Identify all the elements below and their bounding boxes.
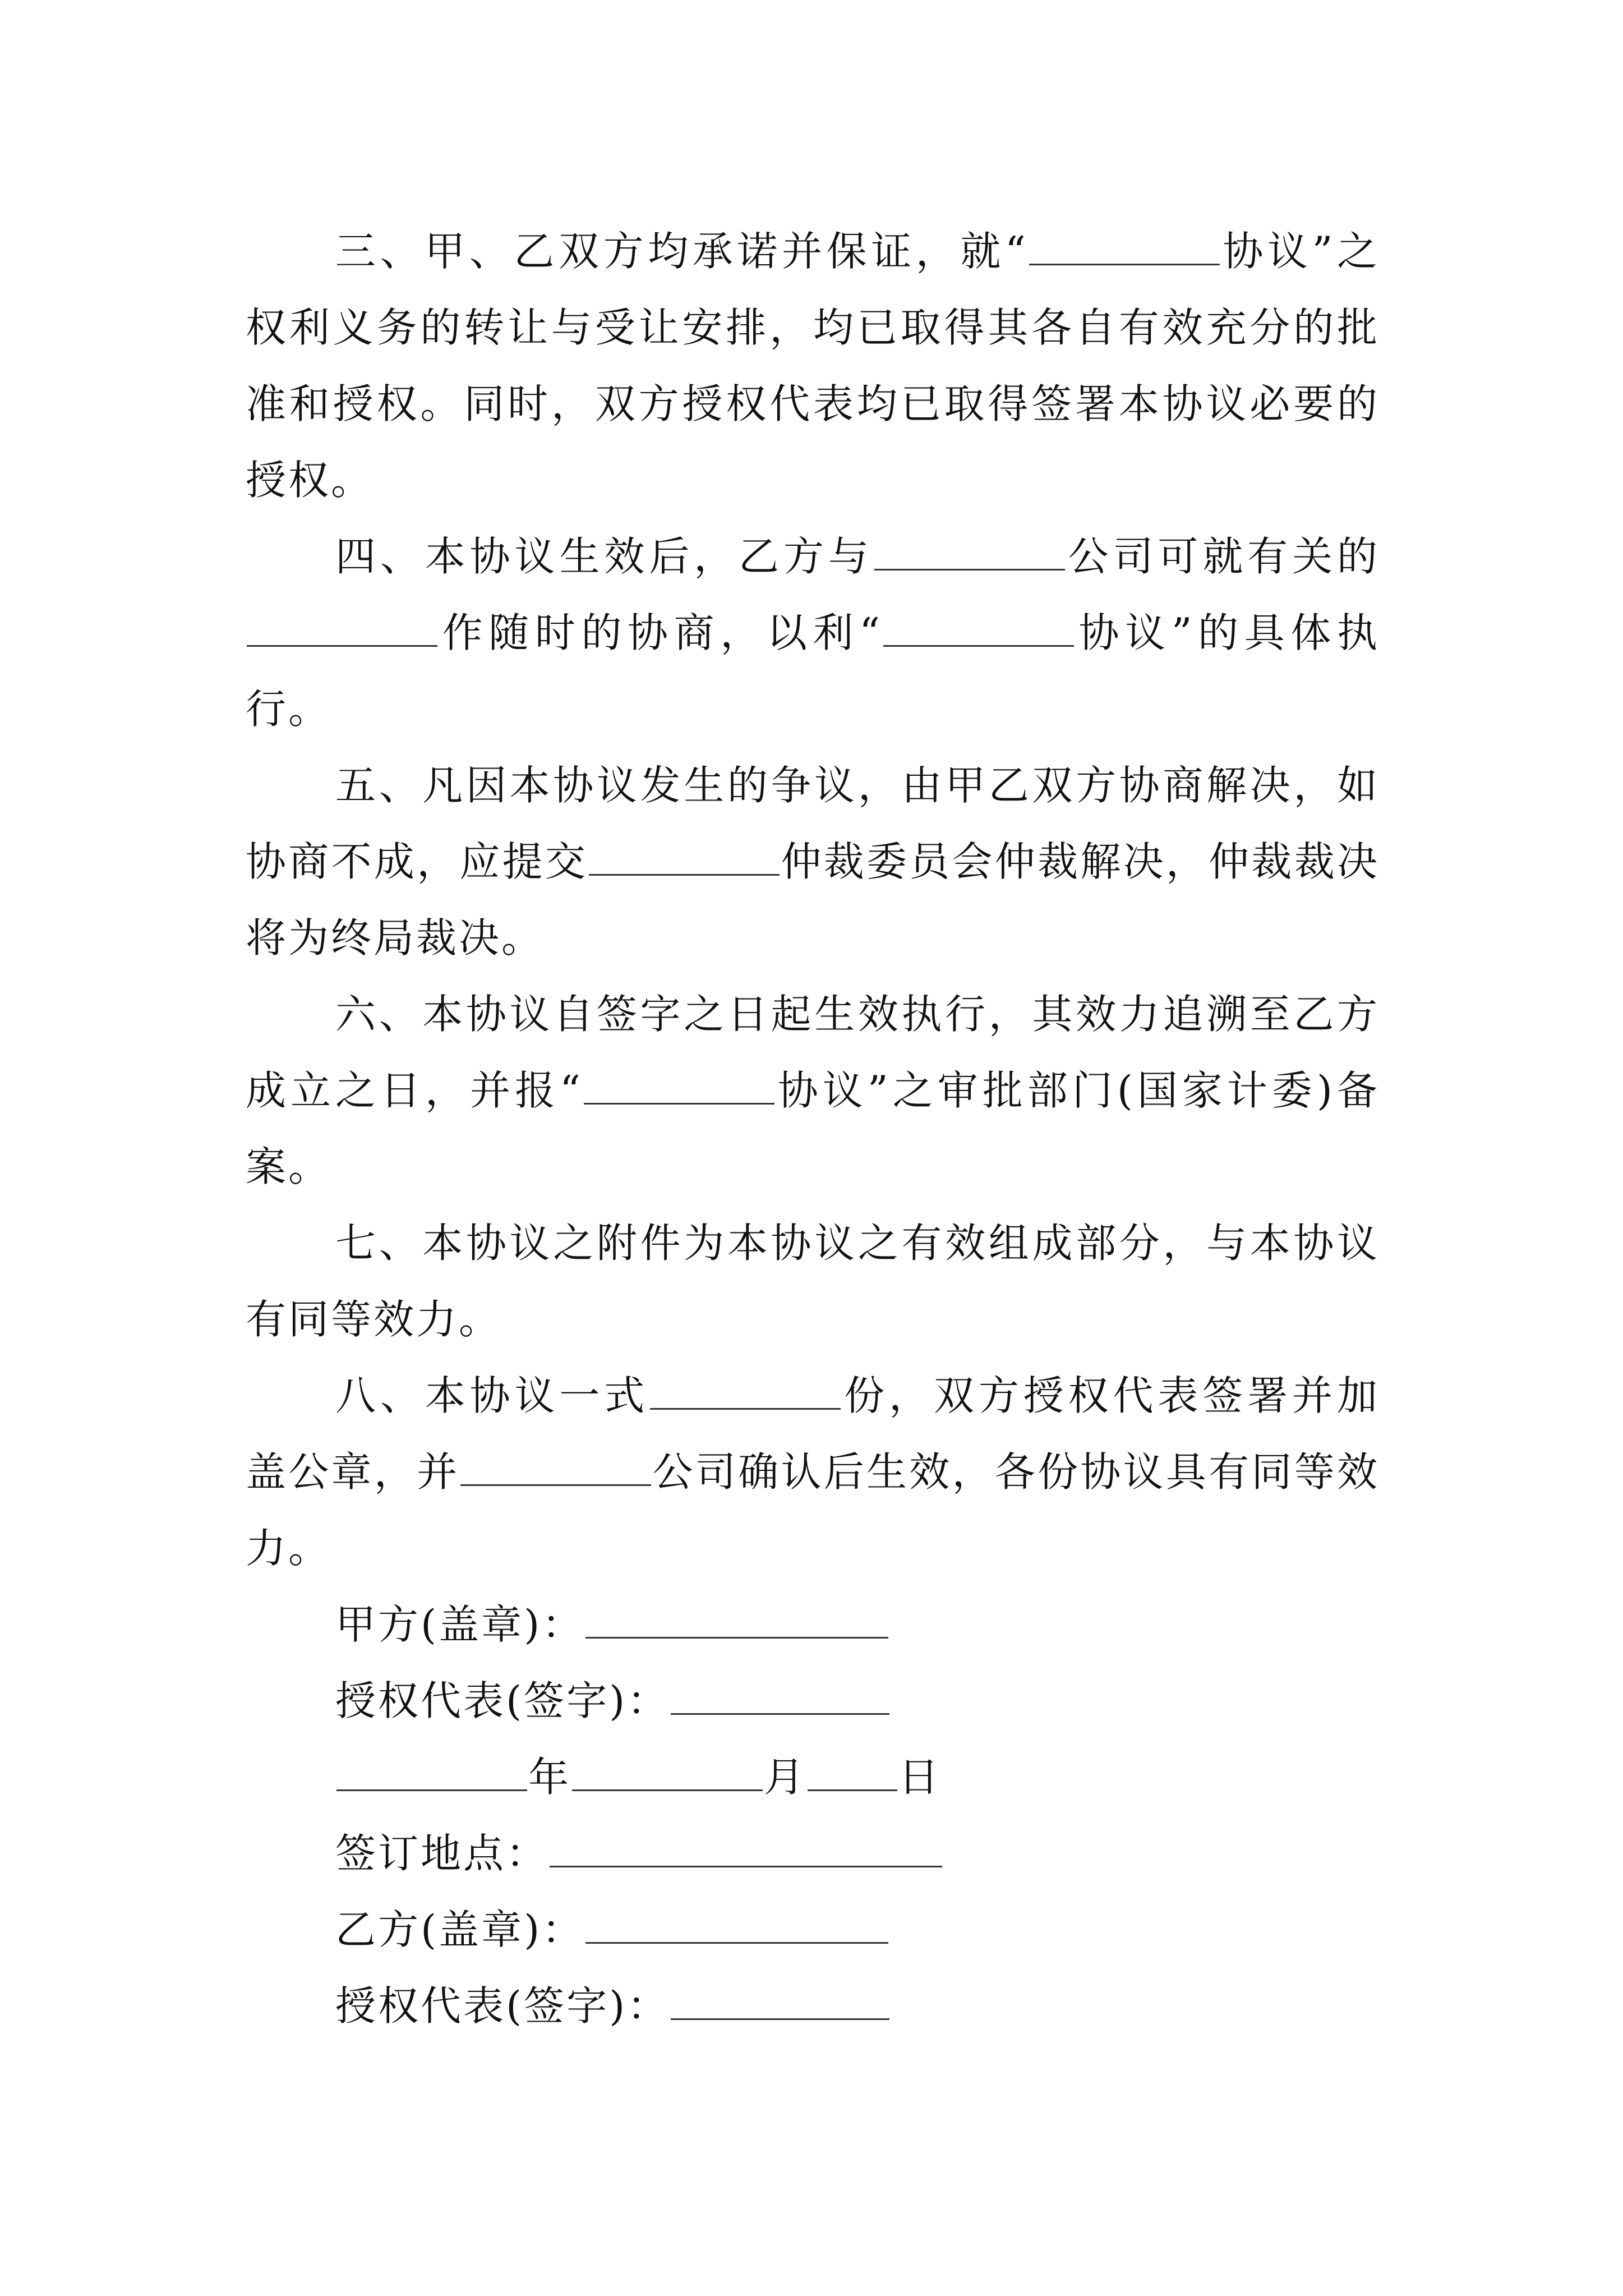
clause-4: [246, 518, 1380, 747]
clause-text: 公司确认后生效，各份协议具有同等效力。: [246, 1448, 1380, 1572]
clause-text: 五、凡因本协议发生的争议，由甲乙双方协商解决，如协商不成，应提交: [246, 762, 1380, 885]
date-line: [246, 1739, 1380, 1815]
fill-in-blank[interactable]: [1029, 230, 1220, 265]
clause-text: 公司可就有关的: [1066, 533, 1380, 580]
year-field[interactable]: [336, 1756, 527, 1791]
rep-label: 授权代表(签字)：: [335, 1677, 670, 1724]
clause-text: 七、本协议之附件为本协议之有效组成部分，与本协议有同等效力。: [246, 1220, 1380, 1343]
clause-text: 六、本协议自签字之日起生效执行，其效力追溯至乙方成立之日，并报“: [246, 991, 1380, 1114]
clause-6: [246, 976, 1380, 1205]
party-a-seal-field[interactable]: [585, 1603, 888, 1639]
month-label: 月: [764, 1754, 807, 1801]
clause-8: [246, 1358, 1380, 1586]
day-field[interactable]: [808, 1756, 897, 1791]
month-field[interactable]: [572, 1756, 763, 1791]
day-label: 日: [898, 1754, 942, 1801]
place-label: 签订地点：: [335, 1830, 549, 1877]
party-b-seal-line: [246, 1892, 1380, 1968]
document-body: [246, 213, 1380, 2044]
clause-text: 仲裁委员会仲裁解决，仲裁裁决将为终局裁决。: [246, 838, 1380, 961]
party-b-seal-field[interactable]: [585, 1908, 888, 1944]
party-b-label: 乙方(盖章)：: [335, 1906, 585, 1953]
party-a-rep-line: [246, 1663, 1380, 1739]
fill-in-blank[interactable]: [650, 1374, 841, 1410]
clause-3: [246, 213, 1380, 518]
fill-in-blank[interactable]: [247, 611, 437, 647]
rep-label: 授权代表(签字)：: [335, 1982, 670, 2030]
clause-text: 八、本协议一式: [335, 1372, 649, 1419]
clause-text: 协议”之审批部门(国家计委)备案。: [246, 1067, 1380, 1190]
clause-text: 作随时的协商，以利“: [439, 609, 882, 656]
year-label: 年: [528, 1754, 571, 1801]
party-b-rep-line: [246, 1968, 1380, 2044]
clause-text: 协议”之权利义务的转让与受让安排，均已取得其各自有效充分的批准和授权。同时，双方授权代表均已取得签署本协议必要的授权。: [246, 228, 1380, 504]
fill-in-blank[interactable]: [584, 1069, 774, 1105]
clause-7: [246, 1205, 1380, 1358]
fill-in-blank[interactable]: [874, 535, 1065, 570]
fill-in-blank[interactable]: [883, 611, 1074, 647]
clause-text: 三、甲、乙双方均承诺并保证，就“: [335, 228, 1028, 275]
fill-in-blank[interactable]: [460, 1451, 651, 1486]
fill-in-blank[interactable]: [589, 840, 780, 876]
party-a-rep-field[interactable]: [671, 1680, 889, 1715]
clause-5: [246, 747, 1380, 976]
party-b-rep-field[interactable]: [671, 1985, 889, 2020]
place-line: [246, 1815, 1380, 1892]
clause-text: 份，双方授权代表签署并加盖公章，并: [246, 1372, 1380, 1496]
party-a-seal-line: [246, 1586, 1380, 1663]
clause-text: 协议”的具体执行。: [246, 609, 1380, 733]
party-a-label: 甲方(盖章)：: [335, 1601, 585, 1648]
clause-text: 四、本协议生效后，乙方与: [335, 533, 873, 580]
place-field[interactable]: [550, 1832, 942, 1867]
